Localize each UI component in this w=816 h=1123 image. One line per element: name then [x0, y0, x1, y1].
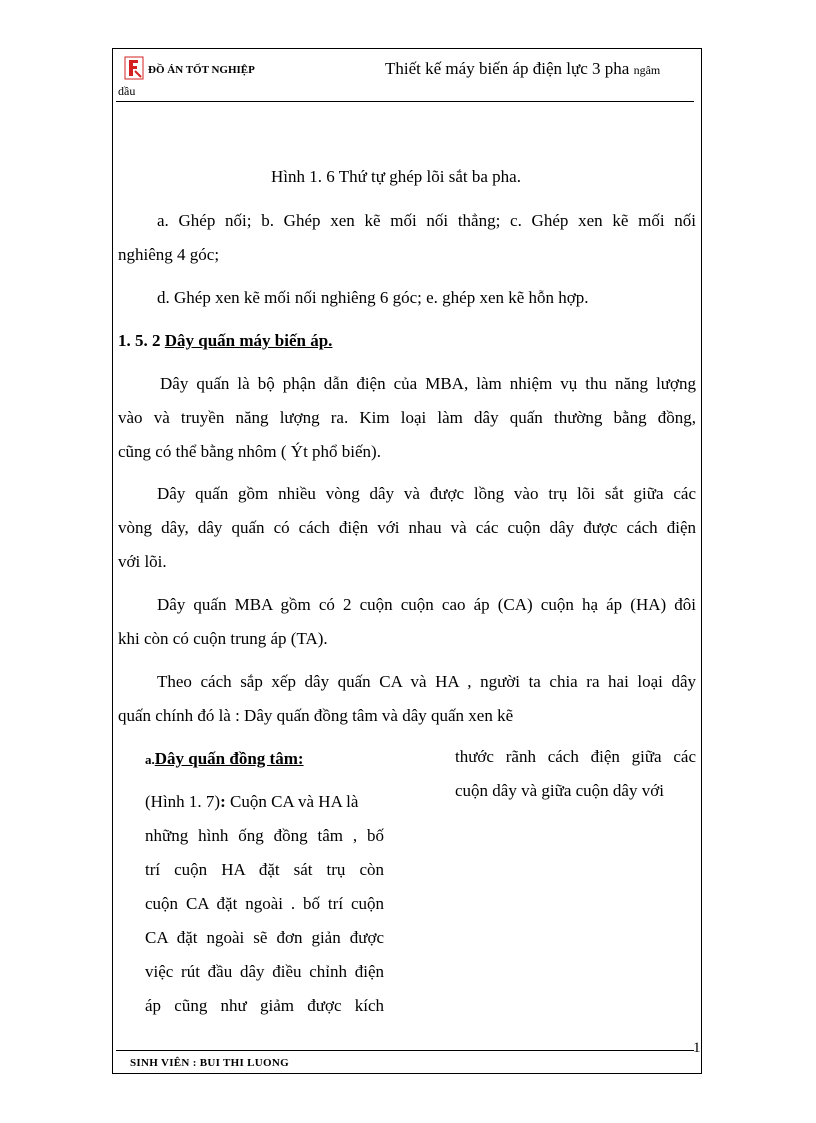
caption-line-2: nghiêng 4 góc;	[118, 245, 220, 264]
paragraph-2-line-1: Dây quấn gồm nhiều vòng dây và được lồng vào trụ lõi sắt giữa các	[157, 484, 696, 503]
right-col-line-2: cuộn dây và giữa cuộn dây với	[455, 781, 664, 800]
caption-line-1: a. Ghép nối; b. Ghép xen kẽ mối nối thẳng; c. Ghép xen kẽ mối nối	[157, 211, 696, 230]
page-number: 1	[693, 1040, 701, 1056]
header-rule	[116, 101, 694, 102]
left-col-line-4: cuộn CA đặt ngoài . bố trí cuộn	[145, 894, 384, 913]
paragraph-1-line-3: cũng có thể bằng nhôm ( Ýt phổ biến).	[118, 442, 381, 461]
page-border	[112, 48, 702, 1074]
figure-caption: Hình 1. 6 Thứ tự ghép lõi sắt ba pha.	[271, 167, 521, 186]
paragraph-4-line-2: quấn chính đó là : Dây quấn đồng tâm và dây quấn xen kẽ	[118, 706, 514, 725]
paragraph-2-line-2: vòng dây, dây quấn có cách điện với nhau và các cuộn dây được cách điện	[118, 518, 696, 537]
paragraph-1-line-1: Dây quấn là bộ phận dẫn điện của MBA, làm nhiệm vụ thu năng lượng	[160, 374, 696, 393]
subsection-heading: a.Dây quấn đồng tâm:	[145, 749, 304, 768]
left-col-line-5: CA đặt ngoài sẽ đơn giản được	[145, 928, 384, 947]
paragraph-1-line-2: vào và truyền năng lượng ra. Kim loại làm dây quấn thường bằng đồng,	[118, 408, 696, 427]
header-title: Thiết kế máy biến áp điện lực 3 pha ngâm	[385, 59, 661, 78]
right-col-line-1: thước rãnh cách điện giữa các	[455, 747, 696, 766]
header-project-label: ĐỒ ÁN TỐT NGHIỆP	[148, 64, 255, 76]
left-col-line-1: (Hình 1. 7): Cuộn CA và HA là	[145, 792, 359, 811]
left-col-line-2: những hình ống đồng tâm , bố	[145, 826, 384, 845]
caption-line-3: d. Ghép xen kẽ mối nối nghiêng 6 góc; e. ghép xen kẽ hỗn hợp.	[157, 288, 589, 307]
left-col-line-7: áp cũng như giảm được kích	[145, 996, 384, 1015]
footer-student-name: SINH VIÊN : BUI THI LUONG	[130, 1057, 289, 1069]
section-heading: 1. 5. 2 Dây quấn máy biến áp.	[118, 331, 333, 350]
paragraph-4-line-1: Theo cách sắp xếp dây quấn CA và HA , người ta chia ra hai loại dây	[157, 672, 696, 691]
paragraph-3-line-1: Dây quấn MBA gồm có 2 cuộn cuộn cao áp (CA) cuộn hạ áp (HA) đôi	[157, 595, 696, 614]
paragraph-2-line-3: với lõi.	[118, 552, 167, 571]
school-logo-icon	[124, 56, 144, 80]
left-col-line-3: trí cuộn HA đặt sát trụ còn	[145, 860, 384, 879]
paragraph-3-line-2: khi còn có cuộn trung áp (TA).	[118, 629, 328, 648]
header-title-wrap: dầu	[118, 84, 136, 98]
left-col-line-6: việc rút đầu dây điều chỉnh điện	[145, 962, 384, 981]
footer-rule	[116, 1050, 694, 1051]
